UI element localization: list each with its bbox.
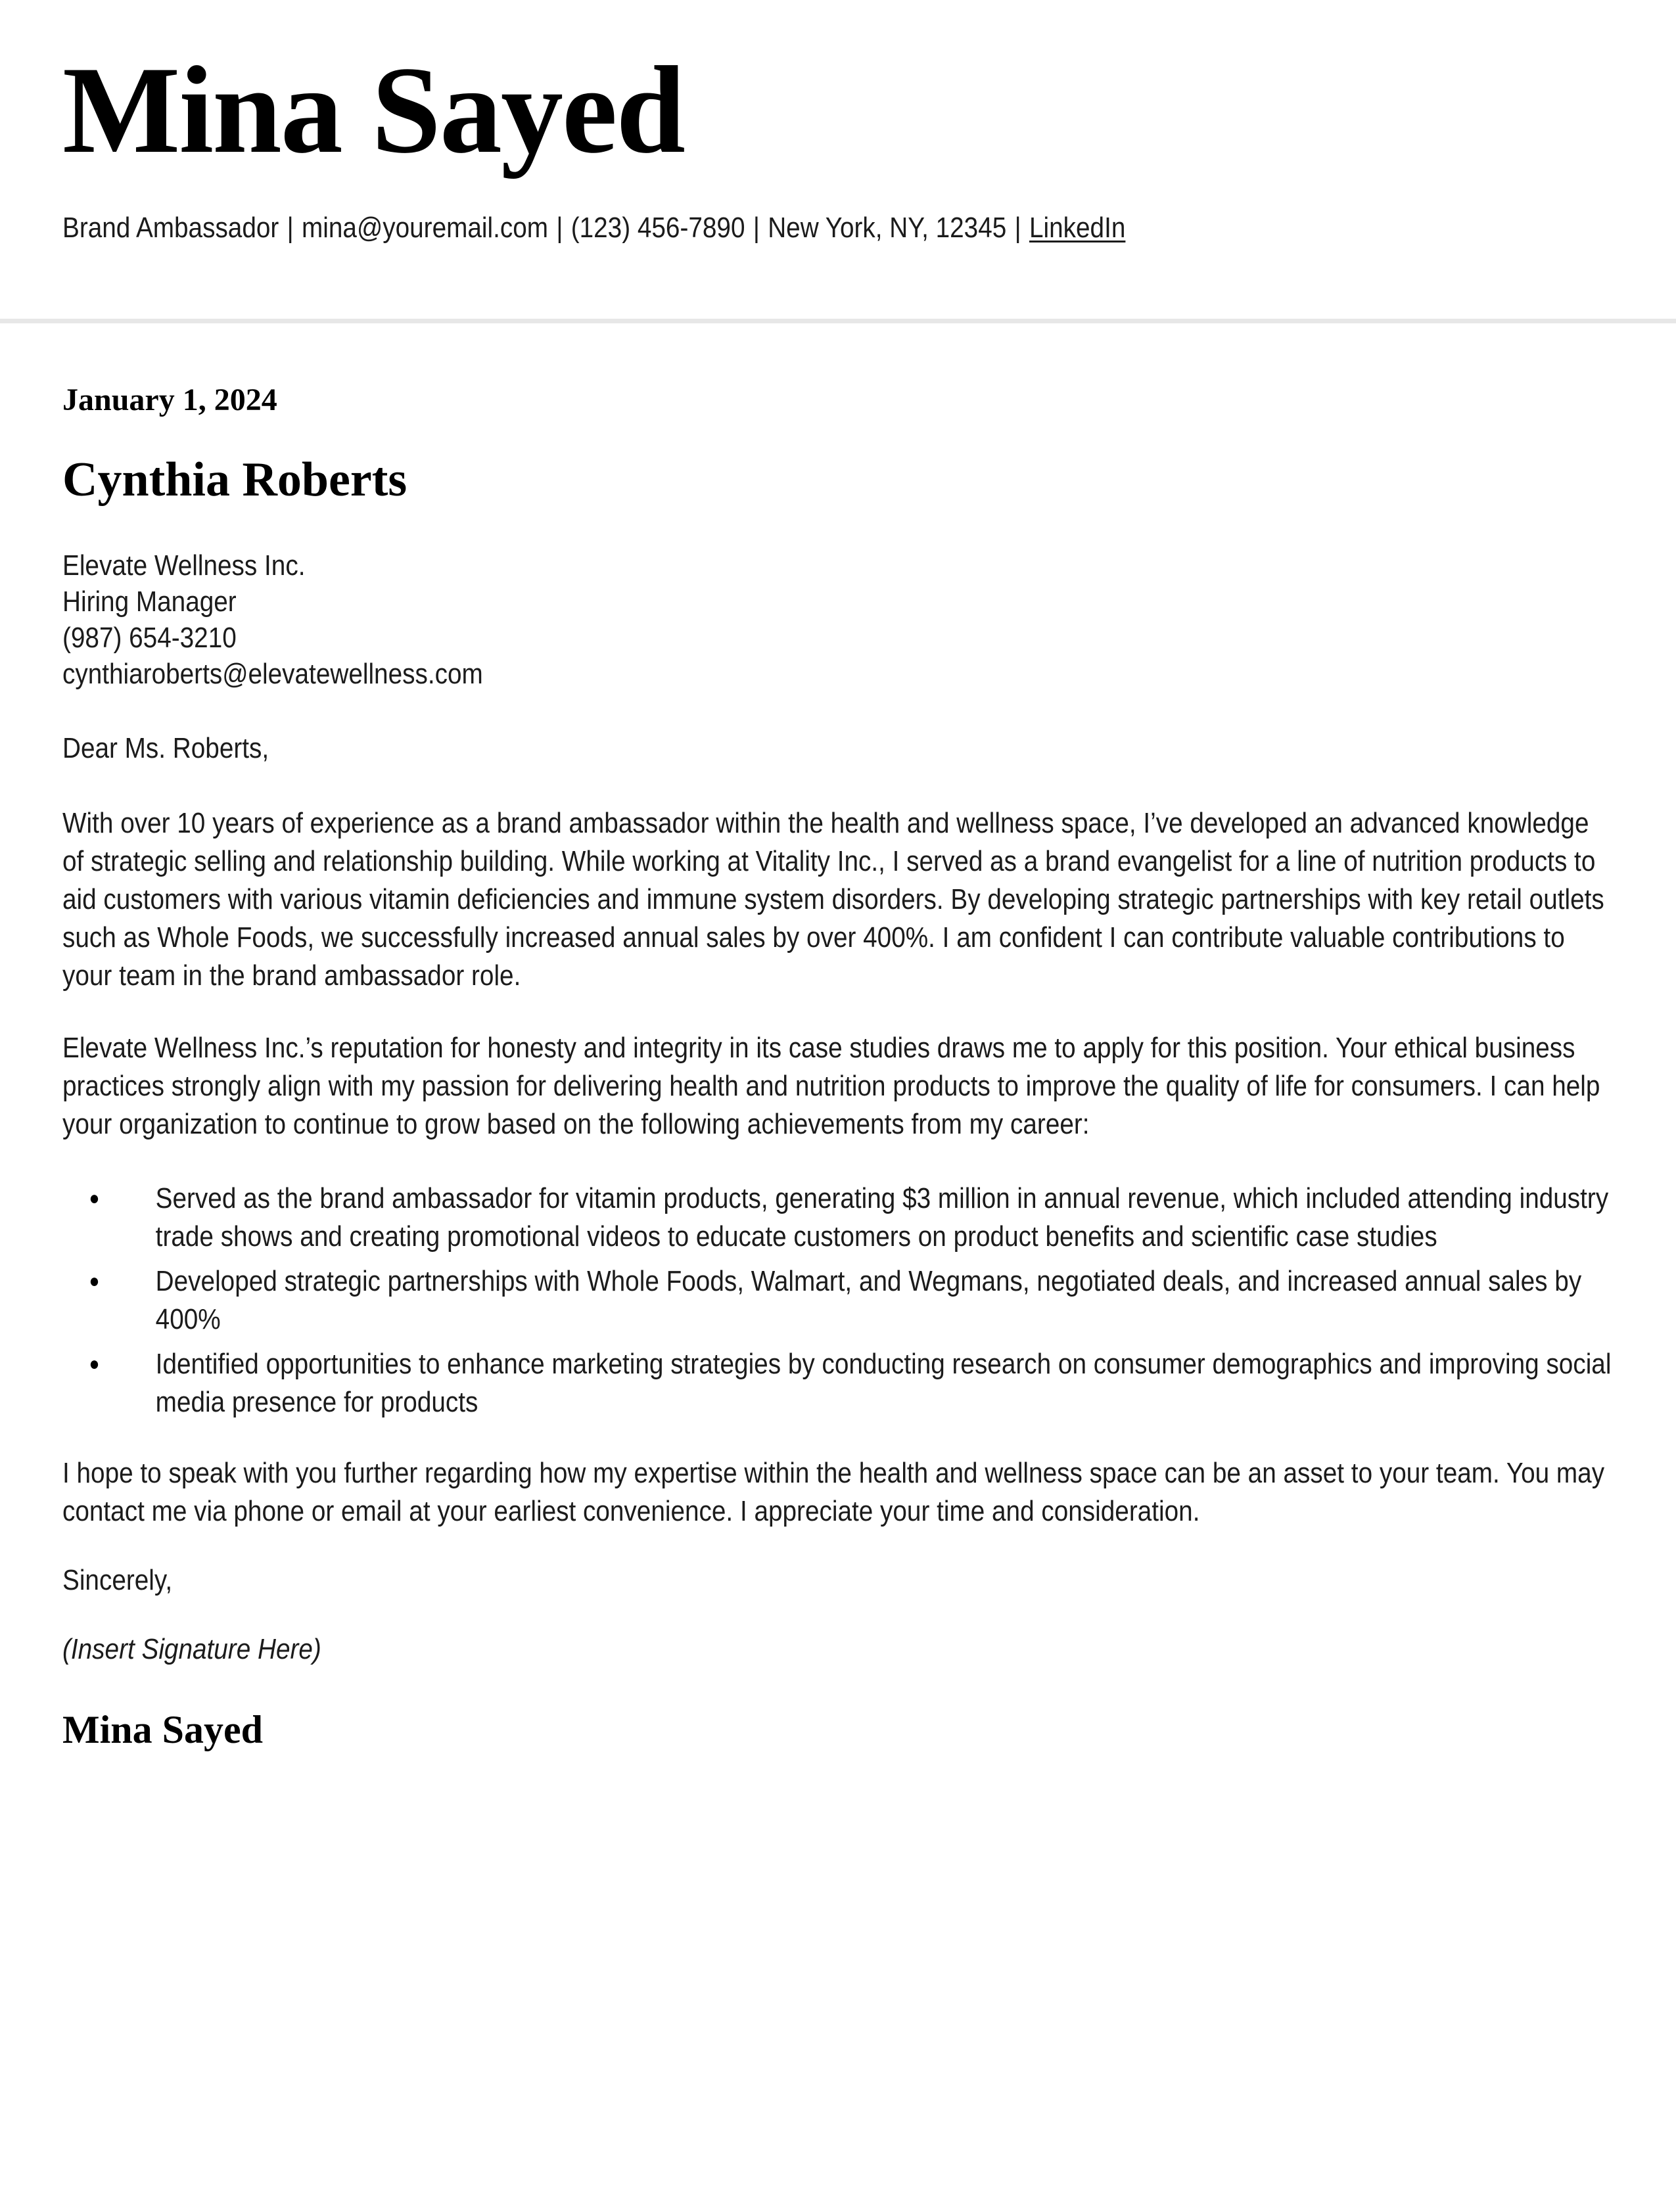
recipient-company: Elevate Wellness Inc. xyxy=(62,549,306,582)
achievements-list xyxy=(62,1180,1614,1421)
recipient-details-block xyxy=(62,547,1614,692)
achievement-text: Identified opportunities to enhance marketing strategies by conducting research on consumer demographics and improving social media presence for products xyxy=(155,1348,1612,1419)
body-paragraph-1: With over 10 years of experience as a brand ambassador within the health and wellness space, I’ve developed an advanced knowledge of strategic selling and relationship building. While working at Vitality Inc., I served as a brand evangelist for a line of nutrition products to aid customers with various vitamin deficiencies and immune system disorders. By developing strategic partnerships with key retail outlets such as Whole Foods, we successfully increased annual sales by over 400%. I am confident I can contribute valuable contributions to your team in the brand ambassador role. xyxy=(62,807,1604,992)
candidate-name-heading: Mina Sayed xyxy=(62,41,684,179)
valediction: Sincerely, xyxy=(62,1564,173,1597)
closing-paragraph: I hope to speak with you further regarding how my expertise within the health and wellness space can be an asset to your team. You may contact me via phone or email at your earliest convenience. I appreciate your time and consideration. xyxy=(62,1457,1605,1528)
recipient-phone: (987) 654-3210 xyxy=(62,622,237,655)
contact-separator: | xyxy=(287,212,294,244)
signature-name: Mina Sayed xyxy=(62,1708,264,1752)
contact-role: Brand Ambassador xyxy=(62,212,279,244)
achievement-bullet-1 xyxy=(62,1180,1614,1256)
contact-separator: | xyxy=(556,212,563,244)
cover-letter-page xyxy=(0,43,1676,2212)
achievement-bullet-2 xyxy=(62,1262,1614,1339)
body-paragraph-2: Elevate Wellness Inc.’s reputation for honesty and integrity in its case studies draws me to apply for this position. Your ethical business practices strongly align with my passion for delivering health and nutrition products to improve the quality of life for consumers. I can help your organization to continue to grow based on the following achievements from my career: xyxy=(62,1032,1600,1141)
contact-separator: | xyxy=(1014,212,1021,244)
recipient-title: Hiring Manager xyxy=(62,586,237,618)
contact-separator: | xyxy=(753,212,760,244)
salutation: Dear Ms. Roberts, xyxy=(62,732,269,765)
recipient-email: cynthiaroberts@elevatewellness.com xyxy=(62,658,483,691)
letter-date: January 1, 2024 xyxy=(62,382,277,417)
header-divider xyxy=(0,319,1676,323)
linkedin-link[interactable]: LinkedIn xyxy=(1029,212,1126,244)
contact-info-line xyxy=(62,210,1614,246)
contact-phone: (123) 456-7890 xyxy=(570,212,745,244)
achievement-text: Served as the brand ambassador for vitamin products, generating $3 million in annual revenue, which included attending industry trade shows and creating promotional videos to educate customers on product benefits and scientific case studies xyxy=(155,1182,1609,1253)
contact-location: New York, NY, 12345 xyxy=(768,212,1007,244)
recipient-name-heading: Cynthia Roberts xyxy=(62,453,407,507)
signature-placeholder: (Insert Signature Here) xyxy=(62,1633,321,1666)
contact-email: mina@youremail.com xyxy=(302,212,549,244)
achievement-bullet-3 xyxy=(62,1345,1614,1421)
achievement-text: Developed strategic partnerships with Whole Foods, Walmart, and Wegmans, negotiated deals, and increased annual sales by 400% xyxy=(155,1265,1582,1336)
